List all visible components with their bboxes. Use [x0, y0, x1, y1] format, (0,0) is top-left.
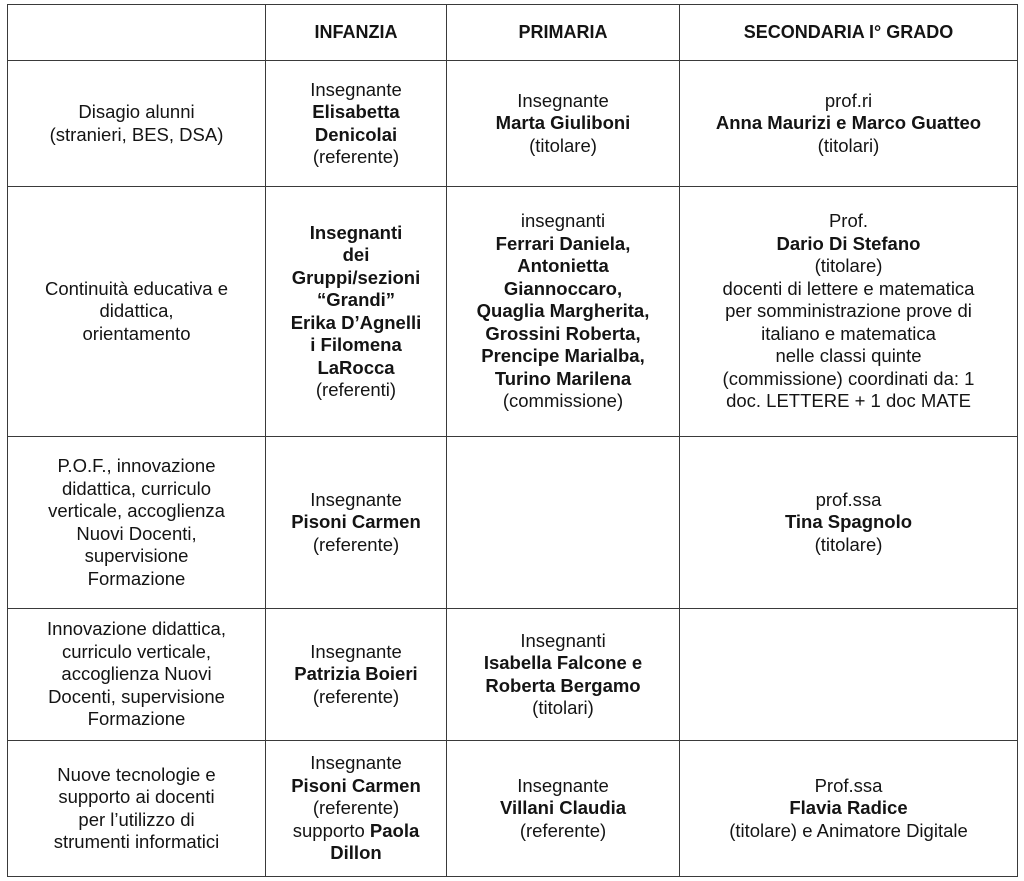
role-text: Prof.ssa — [814, 774, 883, 796]
person-name: Patrizia Boieri — [294, 663, 418, 685]
infanzia-cell — [266, 437, 447, 609]
role-text: Insegnante — [310, 78, 402, 100]
area-text: supervisione — [84, 545, 189, 566]
role-note: (titolari) — [817, 134, 880, 156]
area-text: strumenti informatici — [53, 831, 220, 852]
area-text: verticale, accoglienza — [48, 500, 225, 521]
role-note: (referenti) — [315, 379, 397, 400]
table-row — [8, 187, 1018, 437]
person-name: LaRocca — [317, 356, 395, 378]
role-text: Insegnante — [310, 752, 402, 774]
header-corner — [8, 5, 266, 61]
role-note: (referente) — [312, 797, 400, 819]
role-text: Prof. — [828, 210, 869, 232]
primaria-cell — [447, 609, 680, 741]
person-name: Turino Marilena — [494, 367, 632, 389]
person-name: Quaglia Margherita, — [476, 300, 650, 322]
role-text: Insegnante — [310, 488, 402, 510]
role-note: (referente) — [312, 685, 400, 707]
area-text: Formazione — [87, 708, 186, 730]
primaria-cell — [447, 187, 680, 437]
commissions-table — [7, 4, 1018, 877]
secondaria-cell-empty — [680, 609, 1018, 741]
role-note: (referente) — [312, 533, 400, 555]
role-note: (referente) — [519, 819, 607, 841]
role-text: prof.ri — [824, 89, 873, 111]
secondaria-cell — [680, 187, 1018, 437]
person-name: Tina Spagnolo — [784, 511, 913, 533]
area-cell — [8, 187, 266, 437]
description-text: italiano e matematica — [761, 322, 936, 344]
area-text: curriculo verticale, — [61, 640, 212, 662]
person-name: Pisoni Carmen — [291, 511, 421, 533]
area-text: supporto ai docenti — [58, 786, 215, 807]
role-text: dei — [342, 244, 370, 265]
infanzia-cell — [266, 61, 447, 187]
person-name: Grossini Roberta, — [485, 322, 641, 344]
header-infanzia: INFANZIA — [266, 5, 447, 61]
area-text: P.O.F., innovazione — [57, 455, 216, 476]
role-text: Gruppi/sezioni — [291, 266, 421, 288]
description-text: per somministrazione prove di — [725, 300, 972, 322]
area-cell — [8, 61, 266, 187]
area-text: didattica, — [99, 300, 174, 322]
person-name: Pisoni Carmen — [291, 774, 421, 796]
secondaria-cell — [680, 741, 1018, 877]
person-name: Flavia Radice — [789, 797, 908, 819]
person-name: Giannoccaro, — [503, 277, 623, 299]
role-text: Insegnante — [310, 640, 402, 662]
person-name: Isabella Falcone e — [483, 652, 643, 673]
secondaria-cell — [680, 437, 1018, 609]
person-name: Marta Giuliboni — [495, 112, 631, 134]
role-text: Insegnanti — [309, 221, 403, 243]
person-name: Prencipe Marialba, — [481, 345, 645, 367]
area-text: Continuità educativa e — [44, 277, 229, 299]
person-name: Antonietta — [517, 255, 609, 277]
infanzia-cell — [266, 187, 447, 437]
area-text: orientamento — [82, 322, 191, 344]
person-name: Dario Di Stefano — [776, 232, 921, 254]
area-text: Docenti, supervisione — [48, 685, 225, 707]
area-text: accoglienza Nuovi — [61, 663, 212, 685]
person-name: i Filomena — [310, 334, 402, 355]
infanzia-cell — [266, 741, 447, 877]
role-text: Insegnante — [517, 89, 609, 111]
person-name: Erika D’Agnelli — [290, 311, 422, 333]
header-secondaria: SECONDARIA I° GRADO — [680, 5, 1018, 61]
area-cell — [8, 741, 266, 877]
primaria-cell — [447, 741, 680, 877]
secondaria-cell — [680, 61, 1018, 187]
description-text: (commissione) coordinati da: 1 — [722, 367, 975, 389]
description-text: nelle classi quinte — [775, 345, 922, 367]
area-text: (stranieri, BES, DSA) — [49, 123, 224, 145]
role-note: (referente) — [312, 146, 400, 167]
support-line — [270, 820, 442, 843]
table-row — [8, 741, 1018, 877]
role-note: (commissione) — [502, 390, 624, 412]
table-row — [8, 61, 1018, 187]
area-text: Nuove tecnologie e — [57, 763, 216, 785]
area-text: Formazione — [87, 567, 186, 589]
description-text: doc. LETTERE + 1 doc MATE — [726, 390, 971, 412]
person-name: Dillon — [330, 842, 382, 864]
role-text: insegnanti — [520, 210, 606, 232]
area-text: Disagio alunni — [78, 101, 195, 122]
area-text: per l’utilizzo di — [78, 808, 195, 830]
infanzia-cell — [266, 609, 447, 741]
area-text: Innovazione didattica, — [47, 618, 226, 640]
person-name: Denicolai — [314, 123, 398, 145]
role-note: (titolari) — [532, 697, 594, 718]
role-text: “Grandi” — [316, 289, 396, 310]
role-text: Insegnante — [517, 774, 609, 796]
area-cell — [8, 437, 266, 609]
role-text: prof.ssa — [815, 488, 882, 510]
area-text: Nuovi Docenti, — [76, 522, 197, 544]
table-row — [8, 437, 1018, 609]
person-name: Paola — [369, 819, 420, 841]
person-name: Villani Claudia — [499, 797, 627, 819]
primaria-cell-empty — [447, 437, 680, 609]
role-note: (titolare) e Animatore Digitale — [729, 819, 968, 841]
person-name: Anna Maurizi e Marco Guatteo — [715, 112, 982, 134]
role-note: (titolare) — [814, 255, 883, 277]
area-text: didattica, curriculo — [61, 477, 212, 499]
person-name: Roberta Bergamo — [485, 674, 641, 696]
role-text: Insegnanti — [520, 629, 606, 651]
header-primaria: PRIMARIA — [447, 5, 680, 61]
role-note: (titolare) — [814, 533, 883, 555]
role-note: (titolare) — [529, 134, 597, 156]
person-name: Ferrari Daniela, — [495, 232, 631, 254]
person-name: Elisabetta — [312, 101, 400, 122]
primaria-cell — [447, 61, 680, 187]
support-label: supporto — [292, 819, 370, 841]
area-cell — [8, 609, 266, 741]
header-row — [8, 5, 1018, 61]
table-row — [8, 609, 1018, 741]
description-text: docenti di lettere e matematica — [722, 277, 975, 299]
